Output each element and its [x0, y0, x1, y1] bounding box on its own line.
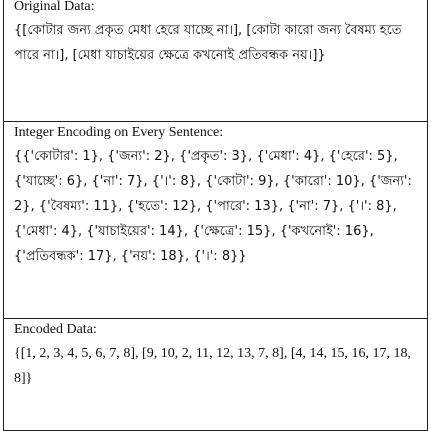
original-data-cell — [4, 0, 427, 121]
encoded-data-cell — [4, 318, 427, 430]
encoded-data-heading: Encoded Data: — [14, 322, 97, 337]
integer-encoding-heading: Integer Encoding on Every Sentence: — [14, 125, 224, 140]
original-data-heading: Original Data: — [14, 0, 95, 14]
integer-encoding-cell — [4, 121, 427, 318]
original-data-content: {[কোটার জন্য প্রকৃত মেধা হেরে যাচ্ছে না।], [কোটা কারো জন্য বৈষম্য হতে পারে না।], [মেধা যাচাইয়ের ক্ষেত্রে কখনোই প্রতিবন্ধক নয়।]} — [14, 23, 402, 63]
encoded-data-content: {[1, 2, 3, 4, 5, 6, 7, 8], [9, 10, 2, 11, 12, 13, 7, 8], [4, 14, 15, 16, 17, 18, 8]} — [14, 346, 412, 386]
integer-encoding-content: {{'কোটার': 1}, {'জন্য': 2}, {'প্রকৃত': 3}, {'মেধা': 4}, {'হেরে': 5}, {'যাচ্ছে': 6}, {'না': 7}, {'।': 8}, {'কোটা': 9}, {'কারো': 10}, {'জন্য': 2}, {'বৈষম্য': 11}, {'হতে': 12}, {'পারে': 13}, {'না': 7}, {'।': 8}, {'মেধা': 4}, {'যাচাইয়ের': 14}, {'ক্ষেত্রে': 15}, {'কখনোই': 16}, {'প্রতিবন্ধক': 17}, {'নয়': 18}, {'।': 8}} — [14, 149, 412, 264]
data-encoding-table — [3, 0, 428, 431]
